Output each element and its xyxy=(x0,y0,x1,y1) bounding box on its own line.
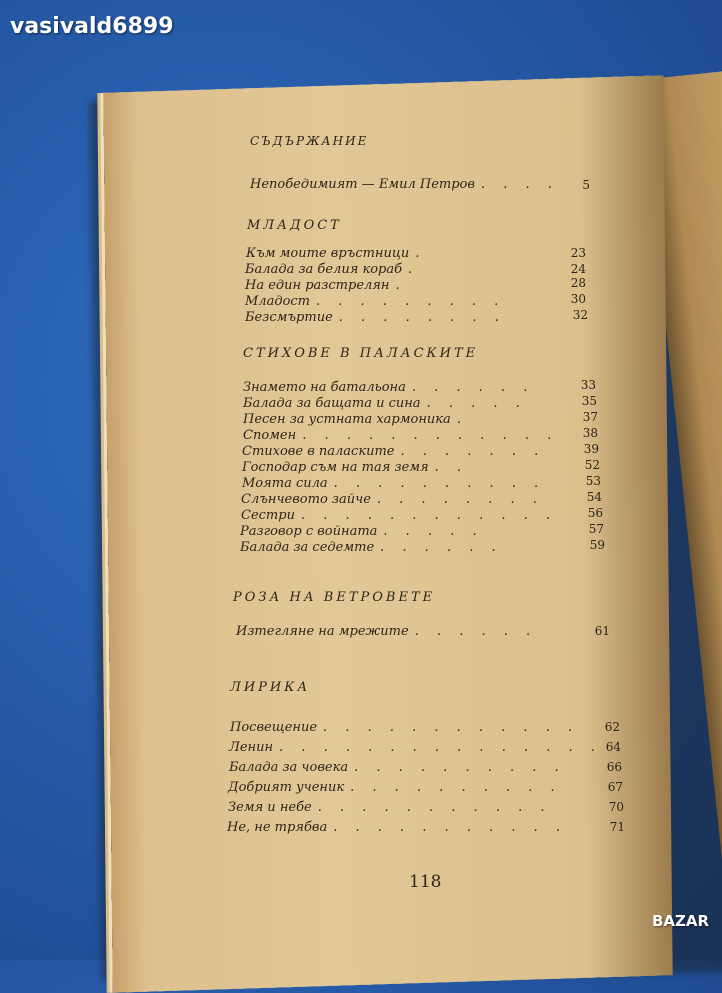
section-heading: МЛАДОСТ xyxy=(247,218,342,233)
entry-title: Непобедимият — Емил Петров xyxy=(250,177,475,192)
list-item: Младост . . . . . . . . . xyxy=(245,294,506,309)
list-item: Песен за устната хармоника . xyxy=(243,412,468,427)
list-item: На един разстрелян . xyxy=(245,278,407,293)
list-item: Балада за белия кораб . xyxy=(245,262,420,277)
list-item: Балада за седемте . . . . . . xyxy=(240,540,503,555)
entry-page: 39 xyxy=(583,442,599,456)
list-item: Посвещение . . . . . . . . . . . . xyxy=(230,720,580,735)
entry-page: 54 xyxy=(586,490,602,504)
entry-page: 61 xyxy=(594,624,610,638)
list-item: Слънчевото зайче . . . . . . . . xyxy=(241,492,544,507)
intro-entry: Непобедимият — Емил Петров . . . . xyxy=(250,177,559,192)
entry-page: 23 xyxy=(570,246,586,260)
list-item: Безсмъртие . . . . . . . . xyxy=(245,310,506,325)
list-item: Стихове в паласките . . . . . . . xyxy=(242,444,546,459)
seller-watermark: vasivald6899 xyxy=(10,14,174,39)
list-item: Сестри . . . . . . . . . . . . xyxy=(241,508,557,523)
list-item: Ленин . . . . . . . . . . . . . . . xyxy=(229,740,602,755)
entry-page: 70 xyxy=(608,800,624,814)
entry-page: 38 xyxy=(582,426,598,440)
entry-page: 66 xyxy=(606,760,622,774)
entry-page: 35 xyxy=(581,394,597,408)
list-item: Не, не трябва . . . . . . . . . . . xyxy=(227,820,567,835)
bazar-logo: BAZAR xyxy=(652,912,710,930)
list-item: Земя и небе . . . . . . . . . . . xyxy=(228,800,552,815)
list-item: Изтегляне на мрежите . . . . . . xyxy=(236,624,538,639)
list-item: Балада за човека . . . . . . . . . . xyxy=(229,760,566,775)
page-number: 118 xyxy=(409,872,442,892)
section-heading: ЛИРИКА xyxy=(230,680,311,695)
entry-page: 37 xyxy=(582,410,598,424)
entry-page: 33 xyxy=(580,378,596,392)
list-item: Моята сила . . . . . . . . . . xyxy=(242,476,546,491)
entry-page: 64 xyxy=(605,740,621,754)
entry-page: 67 xyxy=(607,780,623,794)
list-item: Знамето на батальона . . . . . . xyxy=(243,380,535,395)
section-heading: СТИХОВЕ В ПАЛАСКИТЕ xyxy=(243,346,479,361)
entry-page: 5 xyxy=(582,178,590,192)
entry-page: 56 xyxy=(587,506,603,520)
entry-page: 28 xyxy=(570,276,586,290)
list-item: Спомен . . . . . . . . . . . . xyxy=(243,428,559,443)
entry-page: 30 xyxy=(570,292,586,306)
entry-page: 57 xyxy=(588,522,604,536)
toc-title: СЪДЪРЖАНИЕ xyxy=(250,134,369,148)
list-item: Към моите връстници . xyxy=(246,246,427,261)
entry-page: 52 xyxy=(584,458,600,472)
entry-page: 62 xyxy=(604,720,620,734)
entry-page: 71 xyxy=(609,820,625,834)
entry-page: 53 xyxy=(585,474,601,488)
entry-page: 32 xyxy=(572,308,588,322)
entry-page: 24 xyxy=(570,262,586,276)
entry-page: 59 xyxy=(589,538,605,552)
list-item: Разговор с войната . . . . . xyxy=(240,524,484,539)
section-heading: РОЗА НА ВЕТРОВЕТЕ xyxy=(233,590,436,605)
list-item: Добрият ученик . . . . . . . . . . xyxy=(228,780,562,795)
list-item: Балада за бащата и сина . . . . . xyxy=(243,396,527,411)
list-item: Господар съм на тая земя . . xyxy=(242,460,469,475)
